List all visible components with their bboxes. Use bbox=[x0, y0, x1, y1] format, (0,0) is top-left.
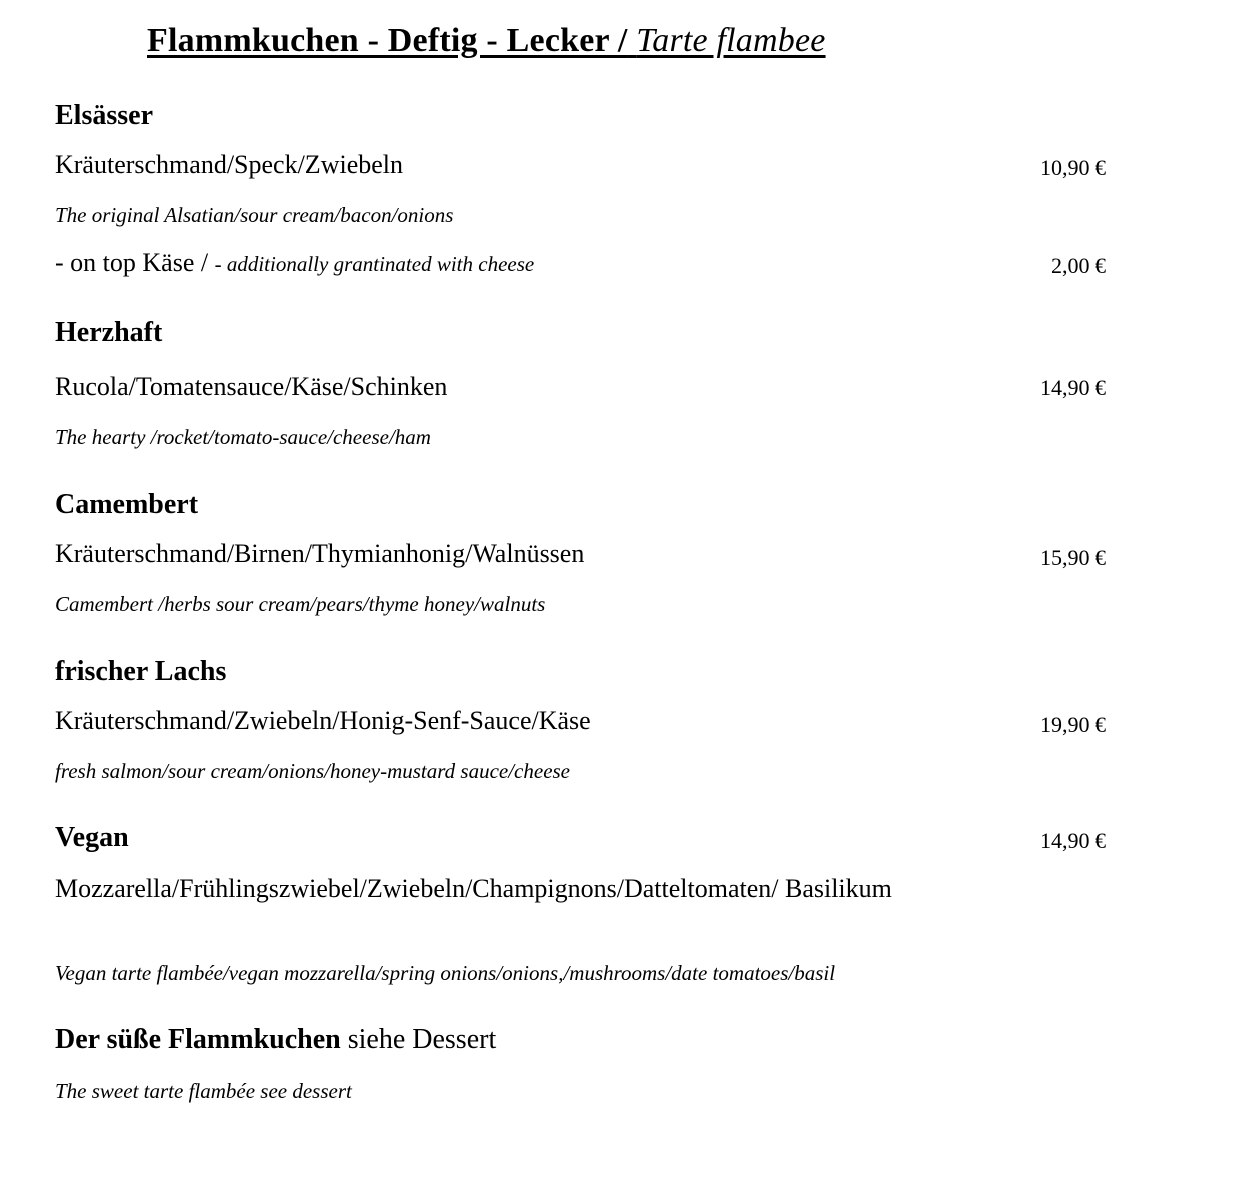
title-italic: Tarte flambee bbox=[636, 22, 826, 59]
topping-english: - additionally grantinated with cheese bbox=[214, 252, 535, 276]
sweet-tarte-rest: siehe Dessert bbox=[347, 1024, 497, 1055]
item-description-vegan: Mozzarella/Frühlingszwiebel/Zwiebeln/Champignons/Datteltomaten/ Basilikum bbox=[55, 874, 892, 903]
item-description-herzhaft: Rucola/Tomatensauce/Käse/Schinken bbox=[55, 372, 448, 401]
item-name-vegan: Vegan bbox=[55, 822, 129, 853]
topping-label: - on top Käse / bbox=[55, 248, 209, 277]
sweet-tarte-english: The sweet tarte flambée see dessert bbox=[55, 1079, 352, 1103]
item-price-herzhaft: 14,90 € bbox=[1040, 375, 1106, 400]
item-price-lachs: 19,90 € bbox=[1040, 712, 1106, 737]
item-english-vegan: Vegan tarte flambée/vegan mozzarella/spring onions/onions,/mushrooms/date tomatoes/basil bbox=[55, 961, 836, 985]
item-english-elsaesser: The original Alsatian/sour cream/bacon/onions bbox=[55, 203, 454, 227]
topping-price: 2,00 € bbox=[1051, 253, 1106, 278]
item-name-herzhaft: Herzhaft bbox=[55, 317, 163, 348]
item-description-elsaesser: Kräuterschmand/Speck/Zwiebeln bbox=[55, 150, 403, 179]
sweet-tarte-heading bbox=[55, 1024, 496, 1056]
item-description-camembert: Kräuterschmand/Birnen/Thymianhonig/Walnüssen bbox=[55, 539, 585, 568]
item-price-vegan: 14,90 € bbox=[1040, 828, 1106, 853]
item-name-elsaesser: Elsässer bbox=[55, 100, 153, 131]
topping-line bbox=[55, 248, 534, 278]
page-title bbox=[147, 22, 826, 60]
sweet-tarte-bold: Der süße Flammkuchen bbox=[55, 1024, 341, 1055]
item-english-herzhaft: The hearty /rocket/tomato-sauce/cheese/ham bbox=[55, 425, 431, 449]
item-english-camembert: Camembert /herbs sour cream/pears/thyme honey/walnuts bbox=[55, 592, 546, 616]
item-price-camembert: 15,90 € bbox=[1040, 545, 1106, 570]
item-name-camembert: Camembert bbox=[55, 489, 199, 520]
item-name-lachs: frischer Lachs bbox=[55, 656, 227, 687]
item-price-elsaesser: 10,90 € bbox=[1040, 155, 1106, 180]
item-description-lachs: Kräuterschmand/Zwiebeln/Honig-Senf-Sauce/Käse bbox=[55, 706, 591, 735]
title-main: Flammkuchen - Deftig - Lecker / bbox=[147, 22, 628, 59]
item-english-lachs: fresh salmon/sour cream/onions/honey-mustard sauce/cheese bbox=[55, 759, 571, 783]
